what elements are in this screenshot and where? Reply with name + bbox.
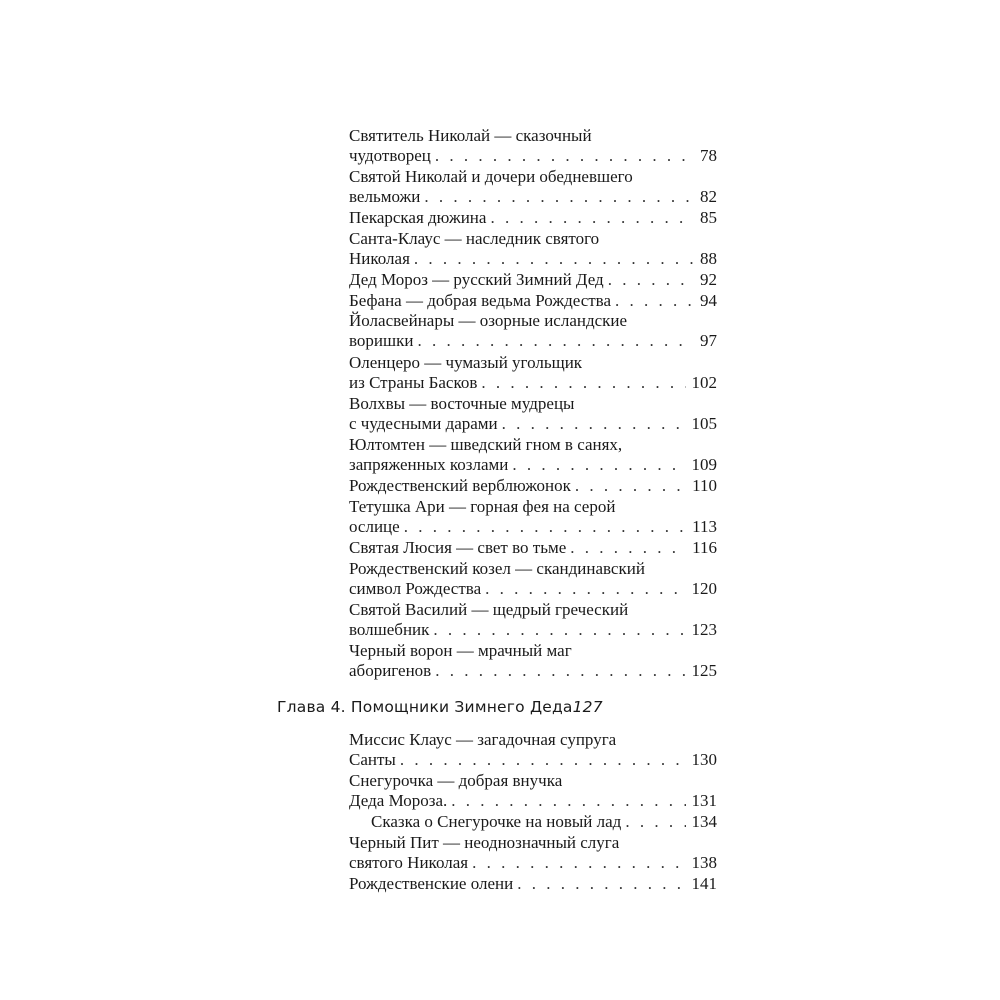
entry-title-line: Миссис Клаус — загадочная супруга [349, 729, 617, 749]
page-number: 131 [691, 791, 717, 810]
chapter-heading[interactable] [277, 697, 717, 717]
toc-entry[interactable] [349, 270, 717, 290]
entry-title-line: волшебник [349, 619, 430, 639]
entry-last-line [349, 661, 717, 681]
entry-title-line: Санты [349, 749, 396, 769]
entry-last-line [349, 187, 717, 207]
dot-leader [517, 874, 685, 894]
entry-last-line [349, 208, 717, 228]
toc-entry[interactable] [349, 874, 717, 894]
page-number: 82 [700, 187, 717, 207]
entry-title-line: Волхвы — восточные мудрецы [349, 393, 575, 413]
page-number: 109 [691, 455, 717, 474]
dot-leader [451, 791, 685, 811]
page-number: 127 [572, 698, 603, 717]
entry-title-line: Черный Пит — неоднозначный слуга [349, 832, 620, 852]
entry-last-line [349, 791, 717, 811]
entry-last-line [349, 750, 717, 770]
entry-last-line [371, 812, 717, 832]
page-number: 102 [691, 372, 717, 392]
toc-entry[interactable] [349, 167, 717, 207]
toc-entry[interactable] [349, 229, 717, 269]
entry-last-line [349, 373, 717, 393]
entry-title-line: символ Рождества [349, 578, 482, 598]
dot-leader [417, 331, 694, 351]
entry-title-line: аборигенов [349, 661, 432, 680]
page-number: 110 [692, 476, 717, 496]
entry-title-line: Святая Люсия — свет во тьме [349, 538, 567, 557]
entry-last-line [349, 455, 717, 475]
toc-entry[interactable] [349, 353, 717, 393]
dot-leader [433, 620, 685, 640]
entry-last-line [349, 270, 717, 290]
dot-leader [435, 146, 694, 166]
dot-leader [400, 750, 686, 770]
dot-leader [490, 208, 694, 228]
entry-title-line: из Страны Басков [349, 372, 478, 392]
page-number: 85 [700, 208, 717, 228]
entry-title-line: Святой Василий — щедрый греческий [349, 599, 629, 619]
page-number: 88 [700, 249, 717, 268]
entry-last-line [349, 476, 717, 496]
page-number: 138 [691, 852, 717, 872]
dot-leader [472, 853, 685, 873]
entry-title-line: Рождественский козел — скандинавский [349, 558, 645, 578]
entry-last-line [349, 538, 717, 558]
entry-last-line [349, 249, 717, 269]
entry-title-line: запряженных козлами [349, 455, 509, 474]
entry-last-line [349, 291, 717, 311]
page-number: 130 [691, 749, 717, 769]
toc-entry[interactable] [349, 394, 717, 434]
entry-title-line: Николая [349, 249, 410, 268]
page-number: 92 [700, 270, 717, 290]
page-number: 120 [691, 578, 717, 598]
toc-entry[interactable] [349, 126, 717, 166]
dot-leader [485, 579, 685, 599]
page-number: 123 [691, 619, 717, 639]
dot-leader [404, 517, 686, 537]
entry-last-line [349, 620, 717, 640]
entry-title-line: Святой Николай и дочери обедневшего [349, 167, 633, 187]
entry-title-line: Санта-Клаус — наследник святого [349, 229, 600, 248]
entry-title-line: Дед Мороз — русский Зимний Дед [349, 270, 604, 290]
entry-last-line [349, 853, 717, 873]
dot-leader [414, 249, 694, 269]
entry-last-line [349, 331, 717, 351]
toc-entry[interactable] [349, 311, 717, 351]
entry-title-line: вельможи [349, 187, 421, 207]
entry-title-line: Черный ворон — мрачный маг [349, 641, 572, 660]
entry-title-line: чудотворец [349, 146, 431, 165]
entry-title-line: Глава 4. Помощники Зимнего Деда [277, 698, 573, 717]
entry-last-line [277, 697, 717, 717]
toc-entry[interactable] [349, 600, 717, 640]
entry-title-line: с чудесными дарами [349, 413, 498, 433]
toc-entry[interactable] [349, 559, 717, 599]
page-number: 105 [691, 413, 717, 433]
entry-last-line [349, 414, 717, 434]
entry-last-line [349, 874, 717, 894]
toc-entry[interactable] [349, 291, 717, 311]
page-number: 141 [691, 874, 717, 893]
page-number: 113 [692, 516, 717, 536]
entry-title-line: Йоласвейнары — озорные исландские [349, 311, 628, 331]
toc-entry[interactable] [349, 641, 717, 681]
entry-title-line: Юлтомтен — шведский гном в санях, [349, 435, 623, 454]
entry-last-line [349, 146, 717, 166]
page-number: 134 [691, 812, 717, 832]
dot-leader [575, 476, 686, 496]
dot-leader [615, 291, 694, 311]
entry-title-line: Рождественские олени [349, 874, 514, 893]
entry-last-line [349, 579, 717, 599]
entry-title-line: Сказка о Снегурочке на новый лад [371, 812, 622, 832]
toc-entry[interactable] [349, 771, 717, 811]
page-number: 94 [700, 290, 717, 310]
toc-entry[interactable] [349, 538, 717, 558]
toc-entry[interactable] [349, 476, 717, 496]
entry-title-line: ослице [349, 516, 400, 536]
entry-title-line: Тетушка Ари — горная фея на серой [349, 496, 616, 516]
toc-entry[interactable] [349, 208, 717, 228]
toc-entry[interactable] [349, 435, 717, 475]
entry-title-line: святого Николая [349, 852, 469, 872]
entry-title-line: Рождественский верблюжонок [349, 476, 571, 496]
toc-entry[interactable] [371, 812, 717, 832]
dot-leader [481, 373, 685, 393]
dot-leader [424, 187, 694, 207]
dot-leader [608, 270, 694, 290]
page-number: 125 [691, 661, 717, 680]
page-number: 78 [700, 146, 717, 165]
toc-entry[interactable] [349, 833, 717, 873]
dot-leader [435, 661, 685, 681]
toc-entry[interactable] [349, 730, 717, 770]
entry-title-line: Снегурочка — добрая внучка [349, 771, 563, 790]
dot-leader [502, 414, 686, 434]
entry-last-line [349, 517, 717, 537]
page-number: 116 [692, 538, 717, 557]
dot-leader [570, 538, 686, 558]
entry-title-line: Святитель Николай — сказочный [349, 126, 592, 145]
dot-leader [625, 812, 685, 832]
entry-title-line: Бефана — добрая ведьма Рождества [349, 290, 612, 310]
entry-title-line: Пекарская дюжина [349, 208, 487, 228]
toc-entry[interactable] [349, 497, 717, 537]
page-number: 97 [700, 331, 717, 351]
entry-title-line: воришки [349, 331, 414, 351]
entry-title-line: Деда Мороза. [349, 791, 448, 810]
entry-title-line: Оленцеро — чумазый угольщик [349, 352, 583, 372]
dot-leader [512, 455, 685, 475]
